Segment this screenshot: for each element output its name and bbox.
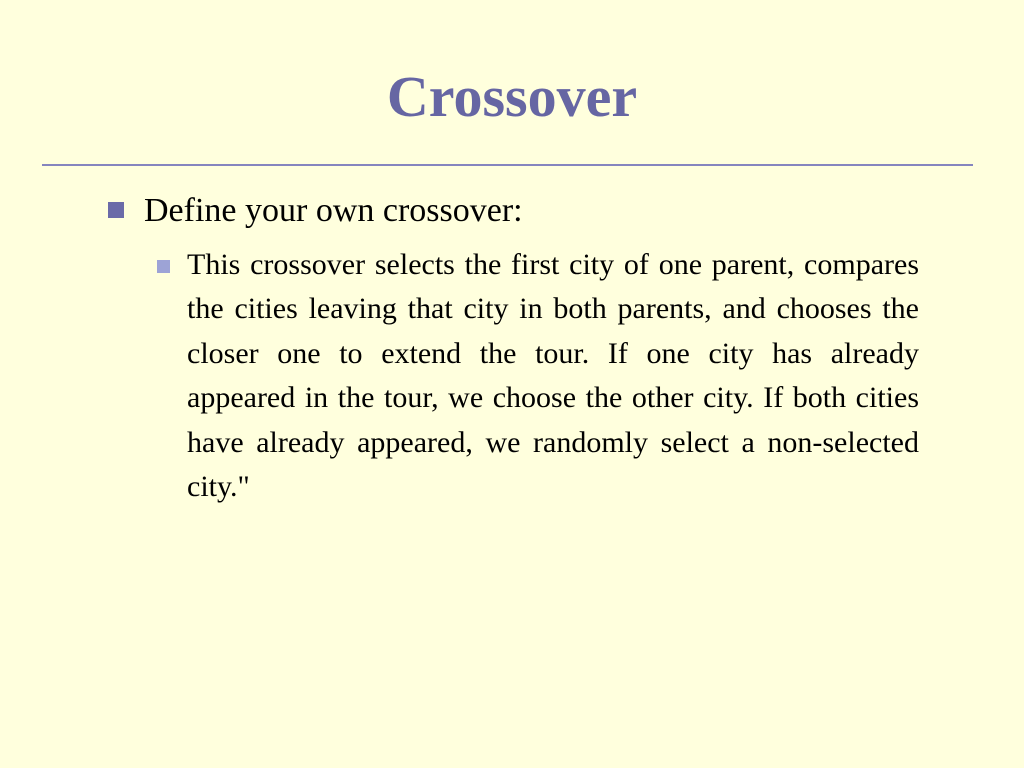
title-divider bbox=[42, 164, 973, 166]
bullet-level-2-text: This crossover selects the first city of one parent, compares the cities leaving that city in both parents, and chooses the closer one to extend the tour. If one city has already appeared in the tour, we choose the other city. If both cities have already appeared, we randomly select a non-selected city." bbox=[187, 248, 919, 504]
square-bullet-icon bbox=[108, 202, 124, 218]
square-sub-bullet-icon bbox=[157, 260, 170, 273]
bullet-level-1-text: Define your own crossover: bbox=[144, 192, 523, 229]
slide-title: Crossover bbox=[386, 64, 638, 129]
